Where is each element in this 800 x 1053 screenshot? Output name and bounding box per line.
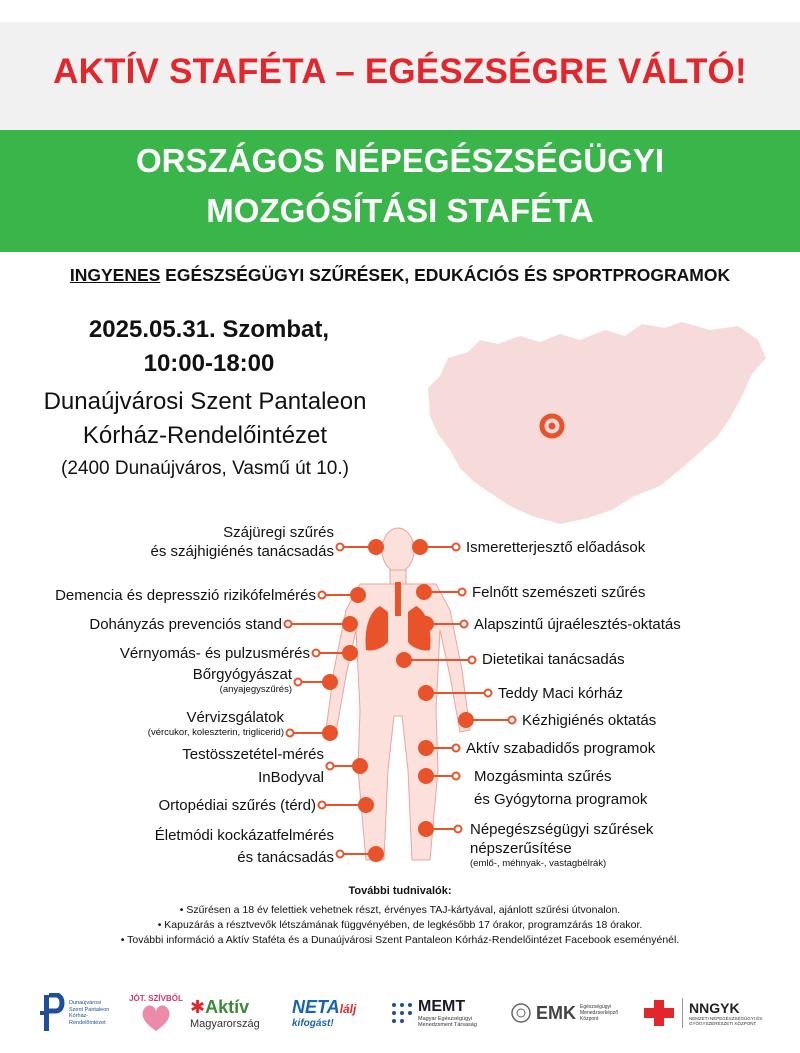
emk-logo-sub: Egészségügyi Menedzserképző Központ xyxy=(580,1004,619,1022)
program-blood-tests xyxy=(148,708,284,739)
program-smoking: Dohányzás prevenciós stand xyxy=(89,616,282,633)
program-hand-hygiene: Kézhigiénés oktatás xyxy=(522,712,657,729)
nngyk-logo-textblock xyxy=(689,1000,769,1027)
event-time: 10:00-18:00 xyxy=(143,350,275,377)
hospital-logo-text: Dunaújvárosi Szent Pantaleon Kórház-Rendelőintézet xyxy=(69,1000,110,1026)
program-lifestyle xyxy=(155,826,334,867)
hospital-p-icon xyxy=(40,993,66,1033)
program-public-line2: népszerűsítése xyxy=(470,840,572,857)
event-address: (2400 Dunaújváros, Vasmű út 10.) xyxy=(61,458,349,479)
partner-logos xyxy=(0,985,800,1045)
hungary-shape xyxy=(428,322,766,524)
program-oral-line1: Szájüregi szűrés xyxy=(223,524,334,541)
aktiv-star-icon: ✱ xyxy=(190,996,206,1017)
program-blood-pressure: Vérnyomás- és pulzusmérés xyxy=(119,645,310,662)
info-list xyxy=(0,903,800,948)
jot-szivbol-logo xyxy=(128,985,184,1041)
program-leisure: Aktív szabadidős programok xyxy=(466,740,656,757)
memt-logo-sub: Magyar Egészségügyi Menedzsment Társaság xyxy=(418,1015,477,1028)
program-body-composition xyxy=(182,745,324,787)
program-cpr: Alapszintű újraélesztés-oktatás xyxy=(474,616,681,633)
venue-line1: Dunaújvárosi Szent Pantaleon xyxy=(43,388,367,415)
emk-logo xyxy=(510,985,630,1041)
program-lifestyle-line2: és tanácsadás xyxy=(237,849,334,866)
memt-logo xyxy=(390,985,490,1041)
subtitle xyxy=(0,265,800,286)
memt-dots-icon xyxy=(390,1001,414,1025)
program-dementia: Demencia és depresszió rizikófelmérés xyxy=(55,587,316,604)
hospital-logo xyxy=(40,985,120,1041)
seal-icon xyxy=(510,1002,532,1024)
program-movement-line2: és Gyógytorna programok xyxy=(474,791,648,808)
program-public-line1: Népegészségügyi szűrések xyxy=(470,821,654,838)
event-date xyxy=(24,313,394,381)
subtitle-free: INGYENES xyxy=(69,265,161,285)
program-public-note: (emlő-, méhnyak-, vastagbélrák) xyxy=(470,858,607,869)
program-derm-note: (anyajegyszűrés) xyxy=(219,684,292,695)
program-oral-screening xyxy=(151,523,334,561)
program-orthopedics: Ortopédiai szűrés (térd) xyxy=(158,797,316,814)
subtitle-rest: EGÉSZSÉGÜGYI SZŰRÉSEK, EDUKÁCIÓS ÉS SPORTPROGRAMOK xyxy=(160,265,731,285)
program-oral-line2: és szájhigiénés tanácsadás xyxy=(150,543,334,560)
program-dermatology xyxy=(193,665,292,696)
program-movement xyxy=(474,767,647,809)
heart-icon xyxy=(140,1003,172,1033)
neta-word: NETA xyxy=(292,997,340,1017)
nngyk-logo xyxy=(642,985,792,1041)
program-blood-note: (vércukor, koleszterin, triglicerid) xyxy=(147,727,284,738)
main-title: AKTÍV STAFÉTA – EGÉSZSÉGRE VÁLTÓ! xyxy=(53,52,747,91)
program-lifestyle-line1: Életmódi kockázatfelmérés xyxy=(154,827,334,844)
green-title-line1: ORSZÁGOS NÉPEGÉSZSÉGÜGYI xyxy=(135,142,665,179)
event-venue xyxy=(0,385,410,453)
memt-logo-textblock xyxy=(418,998,488,1029)
program-movement-line1: Mozgásminta szűrés xyxy=(474,768,612,785)
program-public-health xyxy=(470,820,653,870)
info-title: További tudnivalók: xyxy=(348,885,452,897)
aktiv-logo-word: Aktív xyxy=(205,996,250,1017)
program-derm-label: Bőrgyógyászat xyxy=(192,666,292,683)
program-lectures: Ismeretterjesztő előadások xyxy=(466,539,646,556)
memt-logo-text: MEMT xyxy=(418,997,466,1015)
aktiv-logo-text xyxy=(190,997,249,1018)
aktiv-magyarorszag-logo xyxy=(190,985,270,1041)
nngyk-logo-sub: NEMZETI NÉPEGÉSZSÉGÜGYI ÉS GYÓGYSZERÉSZETI KÖZPONT xyxy=(689,1015,763,1026)
program-diet: Dietetikai tanácsadás xyxy=(482,651,625,668)
green-title-line2: MOZGÓSÍTÁSI STAFÉTA xyxy=(206,192,594,229)
program-blood-label: Vérvizsgálatok xyxy=(186,709,284,726)
program-teddy: Teddy Maci kórház xyxy=(498,685,624,702)
nngyk-divider xyxy=(682,998,683,1028)
neta-sub: kifogást! xyxy=(292,1018,334,1029)
location-marker-center xyxy=(549,423,556,430)
nngyk-logo-text: NNGYK xyxy=(689,999,740,1016)
neta-suffix: lálj xyxy=(339,1002,357,1016)
neta-logo xyxy=(292,985,378,1041)
cross-icon xyxy=(642,998,676,1028)
hungary-map xyxy=(420,318,770,528)
venue-line2: Kórház-Rendelőintézet xyxy=(82,422,328,449)
neta-logo-text xyxy=(292,997,356,1018)
emk-logo-text: EMK xyxy=(536,1002,576,1023)
program-eye-screening: Felnőtt szemészeti szűrés xyxy=(472,584,646,601)
jot-logo-text: JÓT. SZÍVBŐL xyxy=(129,993,183,1003)
info-item: • További információ a Aktív Staféta és a Dunaújvárosi Szent Pantaleon Kórház-Rendelőintézet Facebook eseményénél. xyxy=(0,933,800,948)
green-title xyxy=(0,136,800,236)
program-body-comp-line2: InBodyval xyxy=(258,769,324,786)
program-body-comp-line1: Testösszetétel-mérés xyxy=(182,746,324,763)
event-date-line1: 2025.05.31. Szombat, xyxy=(88,316,330,343)
info-item: • Kapuzárás a résztvevők létszámának függvényében, de legkésőbb 17 órakor, programzárás 18 órakor. xyxy=(0,918,800,933)
aktiv-logo-sub: Magyarország xyxy=(190,1017,260,1030)
info-item: • Szűrésen a 18 év felettiek vehetnek részt, érvényes TAJ-kártyával, ajánlott szűrési útvonalon. xyxy=(0,903,800,918)
